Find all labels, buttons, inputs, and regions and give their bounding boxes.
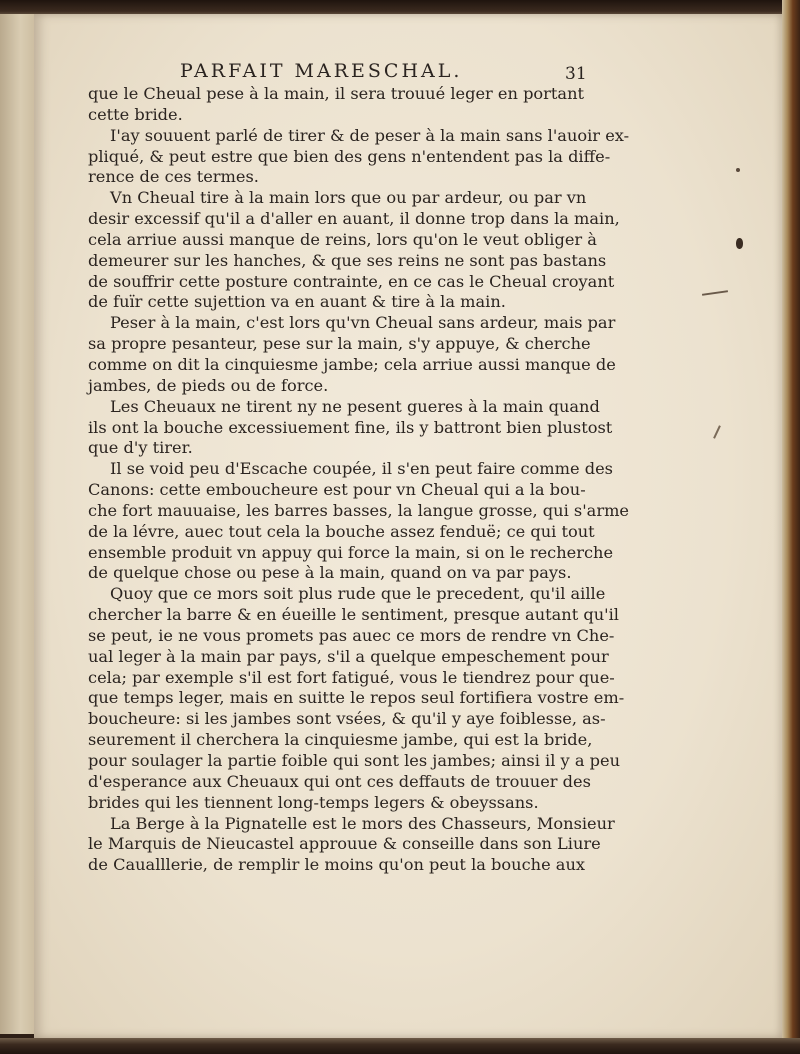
- text-line: de la lévre, auec tout cela la bouche assez fenduë; ce qui tout: [88, 521, 595, 541]
- text-line: cela; par exemple s'il est fort fatigué, vous le tiendrez pour que-: [88, 667, 615, 687]
- text-line: comme on dit la cinquiesme jambe; cela arriue aussi manque de: [88, 354, 616, 374]
- text-line: pliqué, & peut estre que bien des gens n'entendent pas la diffe-: [88, 146, 611, 166]
- text-line: Quoy que ce mors soit plus rude que le precedent, qu'il aille: [110, 584, 606, 604]
- book-fore-edge: [782, 0, 800, 1054]
- text-line: ual leger à la main par pays, s'il a quelque empeschement pour: [88, 646, 609, 666]
- body-text: [88, 84, 630, 876]
- text-line: seurement il cherchera la cinquiesme jambe, qui est la bride,: [88, 730, 593, 750]
- text-line: de quelque chose ou pese à la main, quand on va par pays.: [88, 563, 572, 583]
- text-line: desir excessif qu'il a d'aller en auant, il donne trop dans la main,: [88, 209, 620, 229]
- text-line: boucheure: si les jambes sont vsées, & qu'il y aye foiblesse, as-: [88, 709, 606, 729]
- text-line: se peut, ie ne vous promets pas auec ce mors de rendre vn Che-: [88, 625, 615, 645]
- text-line: che fort mauuaise, les barres basses, la langue grosse, qui s'arme: [88, 500, 629, 520]
- page-number: 31: [565, 64, 587, 84]
- text-line: que le Cheual pese à la main, il sera trouué leger en portant: [88, 84, 584, 103]
- text-line: cette bride.: [88, 104, 183, 124]
- text-line: Il se void peu d'Escache coupée, il s'en peut faire comme des: [110, 459, 613, 479]
- text-line: d'esperance aux Cheuaux qui ont ces deffauts de trouuer des: [88, 771, 591, 791]
- text-line: rence de ces termes.: [88, 167, 259, 187]
- text-line: Canons: cette emboucheure est pour vn Cheual qui a la bou-: [88, 480, 586, 500]
- text-line: chercher la barre & en éueille le sentiment, presque autant qu'il: [88, 605, 619, 625]
- facing-page-edge: [0, 14, 35, 1034]
- running-title: PARFAIT MARESCHAL.: [180, 60, 463, 82]
- text-line: demeurer sur les hanches, & que ses reins ne sont pas bastans: [88, 250, 607, 270]
- text-line: ensemble produit vn appuy qui force la main, si on le recherche: [88, 542, 614, 562]
- text-line: sa propre pesanteur, pese sur la main, s'y appuye, & cherche: [88, 334, 591, 354]
- text-line: que temps leger, mais en suitte le repos seul fortifiera vostre em-: [88, 688, 625, 708]
- text-line: ils ont la bouche excessiuement fine, ils y battront bien plustost: [88, 417, 613, 437]
- text-line: de souffrir cette posture contrainte, en ce cas le Cheual croyant: [88, 271, 615, 291]
- text-line: I'ay souuent parlé de tirer & de peser à la main sans l'auoir ex-: [110, 125, 630, 145]
- text-line: Peser à la main, c'est lors qu'vn Cheual sans ardeur, mais par: [110, 313, 616, 333]
- text-line: Vn Cheual tire à la main lors que ou par ardeur, ou par vn: [110, 188, 587, 208]
- text-line: cela arriue aussi manque de reins, lors qu'on le veut obliger à: [88, 229, 597, 249]
- text-line: brides qui les tiennent long-temps legers & obeyssans.: [88, 792, 539, 812]
- text-line: que d'y tirer.: [88, 438, 193, 458]
- text-line: de fuïr cette sujettion va en auant & tire à la main.: [88, 292, 506, 312]
- text-line: de Caualllerie, de remplir le moins qu'on peut la bouche aux: [88, 855, 586, 875]
- book-bottom-edge: [0, 1038, 800, 1054]
- text-line: Les Cheuaux ne tirent ny ne pesent gueres à la main quand: [110, 396, 600, 416]
- text-line: jambes, de pieds ou de force.: [88, 375, 329, 395]
- ink-spot-mark: [736, 238, 743, 249]
- text-line: le Marquis de Nieucastel approuue & conseille dans son Liure: [88, 834, 601, 854]
- margin-dot-mark: [736, 168, 740, 172]
- text-line: La Berge à la Pignatelle est le mors des Chasseurs, Monsieur: [110, 813, 615, 833]
- text-line: pour soulager la partie foible qui sont les jambes; ainsi il y a peu: [88, 751, 621, 770]
